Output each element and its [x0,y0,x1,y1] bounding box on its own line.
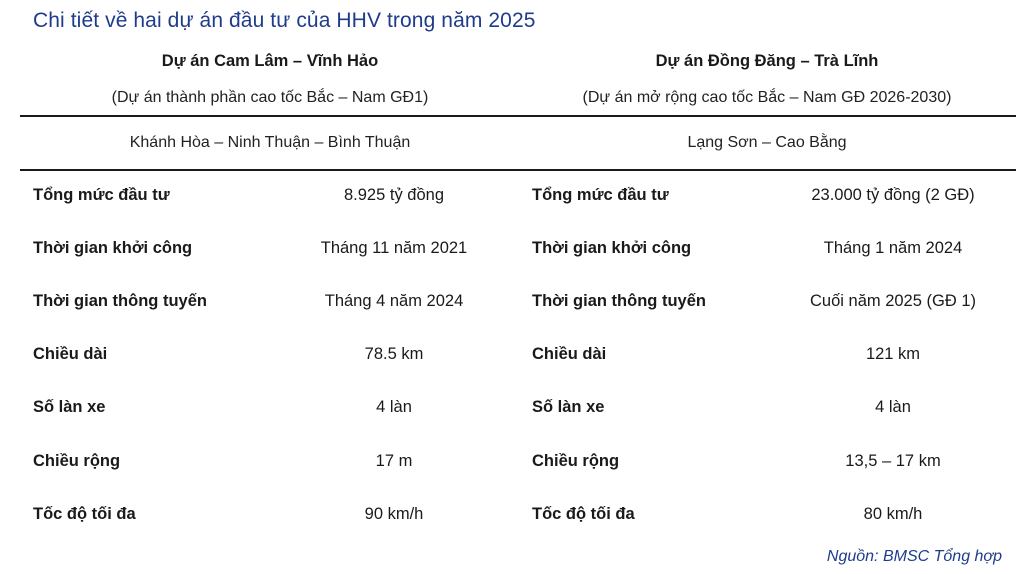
row-label-right: Chiều rộng [532,452,620,470]
row-value-right: 4 làn [875,398,911,416]
divider-top [20,115,1016,117]
project-name-right: Dự án Đồng Đăng – Trà Lĩnh [655,52,879,70]
row-value-right: 80 km/h [863,505,923,523]
source-note: Nguồn: BMSC Tổng hợp [826,548,1002,565]
project-subtitle-right: (Dự án mở rộng cao tốc Bắc – Nam GĐ 2026-2030) [582,89,952,106]
row-label-left: Tốc độ tối đa [33,505,136,523]
table-row [0,239,1029,269]
row-label-right: Tốc độ tối đa [532,505,635,523]
row-label-left: Số làn xe [33,398,106,416]
row-label-right: Số làn xe [532,398,605,416]
row-value-left: 8.925 tỷ đồng [344,186,444,204]
row-value-left: 78.5 km [364,345,424,363]
row-label-left: Tổng mức đầu tư [33,186,170,204]
project-region-left: Khánh Hòa – Ninh Thuận – Bình Thuận [129,134,411,151]
row-label-right: Chiều dài [532,345,607,363]
table-row [0,505,1029,535]
row-value-right: 121 km [865,345,921,363]
row-value-left: 4 làn [376,398,412,416]
row-value-right: Tháng 1 năm 2024 [823,239,963,257]
row-value-right: 13,5 – 17 km [845,452,941,470]
row-label-right: Tổng mức đầu tư [532,186,669,204]
table-row [0,292,1029,322]
project-subtitle-left: (Dự án thành phần cao tốc Bắc – Nam GĐ1) [111,89,429,106]
divider-bottom [20,169,1016,171]
row-value-left: Tháng 4 năm 2024 [324,292,464,310]
row-value-right: 23.000 tỷ đồng (2 GĐ) [811,186,975,204]
row-value-left: Tháng 11 năm 2021 [320,239,468,257]
project-region-right: Lạng Sơn – Cao Bằng [687,134,847,151]
row-value-left: 90 km/h [364,505,424,523]
row-label-right: Thời gian thông tuyến [532,292,706,310]
row-label-left: Thời gian thông tuyến [33,292,207,310]
table-row [0,186,1029,216]
row-label-left: Chiều dài [33,345,108,363]
table-row [0,452,1029,482]
row-value-left: 17 m [375,452,413,470]
row-label-left: Chiều rộng [33,452,121,470]
page-title: Chi tiết về hai dự án đầu tư của HHV trong năm 2025 [33,9,536,32]
row-label-right: Thời gian khởi công [532,239,692,257]
project-name-left: Dự án Cam Lâm – Vĩnh Hảo [161,52,379,70]
row-value-right: Cuối năm 2025 (GĐ 1) [810,292,976,310]
table-row [0,345,1029,375]
row-label-left: Thời gian khởi công [33,239,193,257]
table-row [0,398,1029,428]
